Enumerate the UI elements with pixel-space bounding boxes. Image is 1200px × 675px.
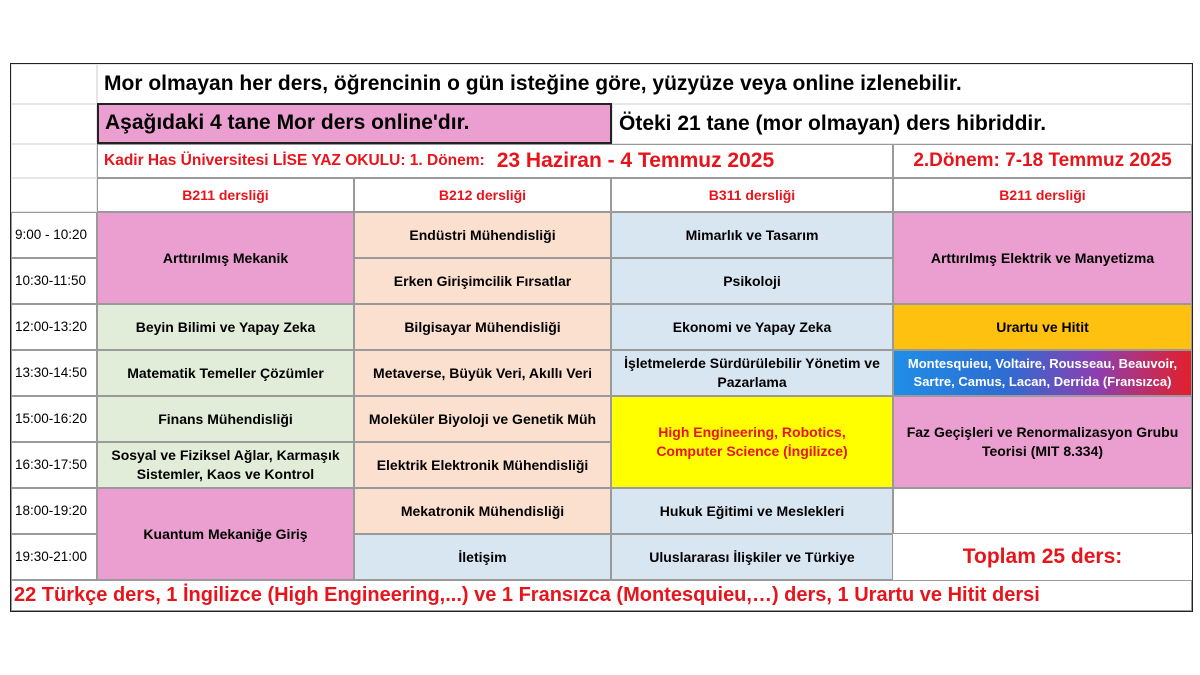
note-online: Aşağıdaki 4 tane Mor ders online'dır.: [97, 103, 612, 144]
course-isletme: İşletmelerde Sürdürülebilir Yönetim ve Pazarlama: [611, 350, 893, 396]
room-header-4: B211 dersliği: [893, 178, 1192, 212]
course-hukuk: Hukuk Eğitimi ve Meslekleri: [611, 488, 893, 534]
course-high-engineering: High Engineering, Robotics, Computer Science (İngilizce): [611, 396, 893, 488]
time-slot: 19:30-21:00: [11, 534, 97, 580]
course-sosyal: Sosyal ve Fiziksel Ağlar, Karmaşık Sistemler, Kaos ve Kontrol: [97, 442, 354, 488]
room-header-1: B211 dersliği: [97, 178, 354, 212]
course-erken: Erken Girişimcilik Fırsatlar: [354, 258, 611, 304]
term-2: 2.Dönem: 7-18 Temmuz 2025: [893, 144, 1192, 178]
course-montesquieu: Montesquieu, Voltaire, Rousseau, Beauvoir, Sartre, Camus, Lacan, Derrida (Fransızca): [893, 350, 1192, 396]
term-school: Kadir Has Üniversitesi LİSE YAZ OKULU: 1. Dönem:: [104, 151, 485, 169]
room-header-2: B212 dersliği: [354, 178, 611, 212]
course-mekatronik: Mekatronik Mühendisliği: [354, 488, 611, 534]
room-header-3: B311 dersliği: [611, 178, 893, 212]
course-kuantum: Kuantum Mekaniğe Giriş: [97, 488, 354, 580]
course-uluslararasi: Uluslararası İlişkiler ve Türkiye: [611, 534, 893, 580]
course-iletisim: İletişim: [354, 534, 611, 580]
time-slot: 10:30-11:50: [11, 258, 97, 304]
course-molekuler: Moleküler Biyoloji ve Genetik Müh: [354, 396, 611, 442]
term-dates-1: 23 Haziran - 4 Temmuz 2025: [496, 148, 775, 172]
course-mekanik: Arttırılmış Mekanik: [97, 212, 354, 304]
term-header: [97, 144, 893, 178]
course-endustri: Endüstri Mühendisliği: [354, 212, 611, 258]
course-beyin: Beyin Bilimi ve Yapay Zeka: [97, 304, 354, 350]
empty-cell: [893, 488, 1192, 534]
term-corner: [11, 144, 97, 178]
note-corner-2: [11, 104, 97, 144]
note-corner: [11, 64, 97, 104]
course-urartu: Urartu ve Hitit: [893, 304, 1192, 350]
course-bilgisayar: Bilgisayar Mühendisliği: [354, 304, 611, 350]
course-mimarlik: Mimarlık ve Tasarım: [611, 212, 893, 258]
time-slot: 13:30-14:50: [11, 350, 97, 396]
course-ekonomi: Ekonomi ve Yapay Zeka: [611, 304, 893, 350]
time-slot: 15:00-16:20: [11, 396, 97, 442]
note-top: Mor olmayan her ders, öğrencinin o gün isteğine göre, yüzyüze veya online izlenebilir.: [97, 64, 1192, 104]
total-courses: Toplam 25 ders:: [893, 534, 1192, 580]
course-psikoloji: Psikoloji: [611, 258, 893, 304]
course-elektrik-manyetizma: Arttırılmış Elektrik ve Manyetizma: [893, 212, 1192, 304]
course-matematik: Matematik Temeller Çözümler: [97, 350, 354, 396]
time-slot: 16:30-17:50: [11, 442, 97, 488]
course-faz: Faz Geçişleri ve Renormalizasyon Grubu Teorisi (MIT 8.334): [893, 396, 1192, 488]
course-finans: Finans Mühendisliği: [97, 396, 354, 442]
footer-summary: 22 Türkçe ders, 1 İngilizce (High Engineering,...) ve 1 Fransızca (Montesquieu,…) ders, 1 Urartu ve Hitit dersi: [11, 580, 1192, 611]
course-elektrik-elektronik: Elektrik Elektronik Mühendisliği: [354, 442, 611, 488]
time-slot: 12:00-13:20: [11, 304, 97, 350]
course-metaverse: Metaverse, Büyük Veri, Akıllı Veri: [354, 350, 611, 396]
time-slot: 18:00-19:20: [11, 488, 97, 534]
time-slot: 9:00 - 10:20: [11, 212, 97, 258]
rooms-corner: [11, 178, 97, 212]
note-hybrid: Öteki 21 tane (mor olmayan) ders hibriddir.: [612, 104, 1192, 144]
